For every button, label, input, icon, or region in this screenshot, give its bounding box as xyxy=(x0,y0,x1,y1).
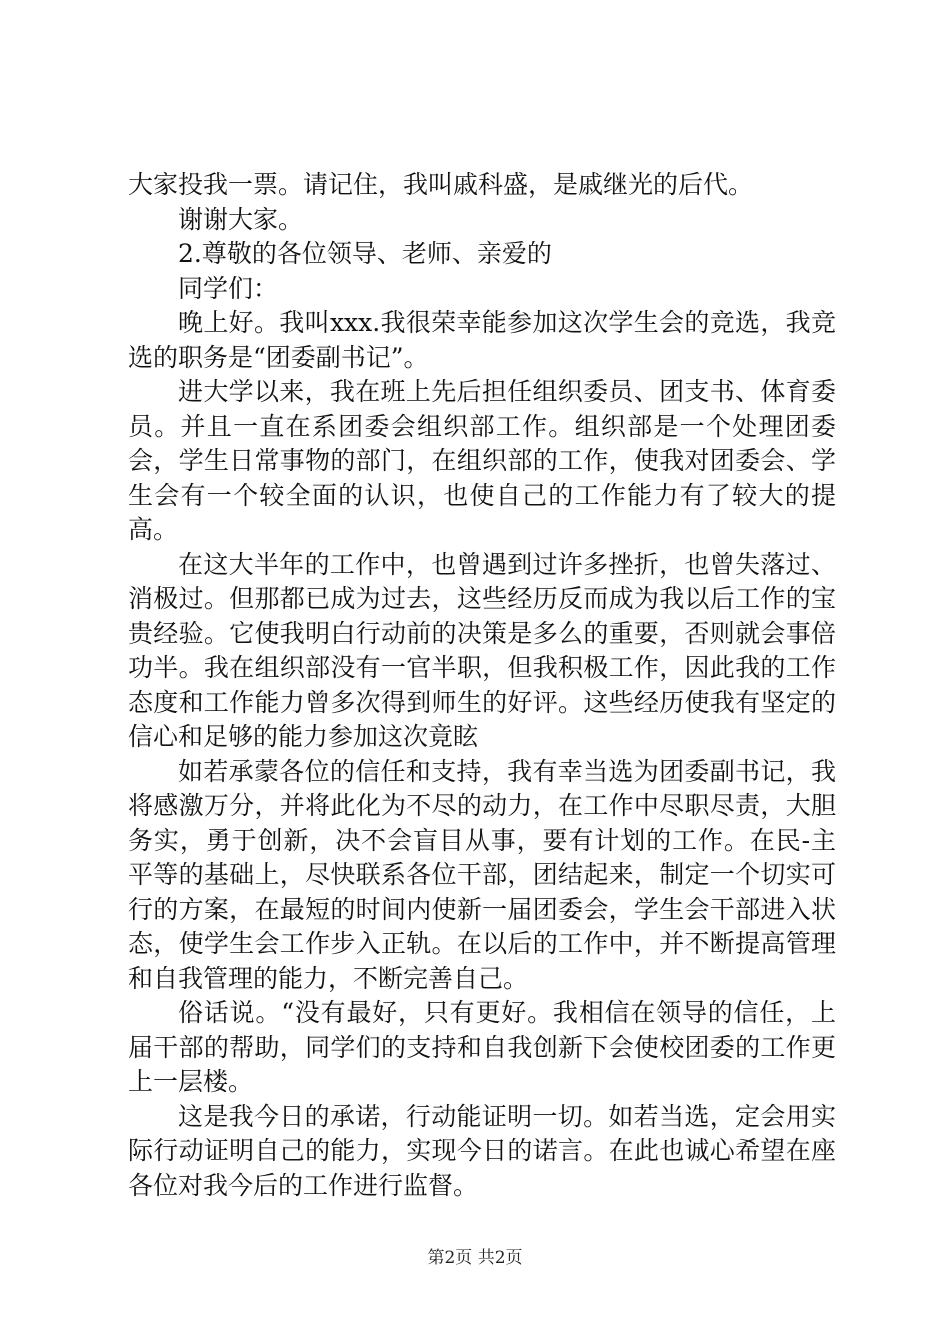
document-body xyxy=(128,168,836,1203)
paragraph-experience: 进大学以来，我在班上先后担任组织委员、团支书、体育委员。并且一直在系团委会组织部工作。组织部是一个处理团委会，学生日常事物的部门，在组织部的工作，使我对团委会、学生会有一个较全面的认识，也使自己的工作能力有了较大的提高。 xyxy=(128,377,836,544)
paragraph-closing: 这是我今日的承诺，行动能证明一切。如若当选，定会用实际行动证明自己的能力，实现今日的诺言。在此也诚心希望在座各位对我今后的工作进行监督。 xyxy=(128,1101,836,1200)
paragraph-greeting: 晚上好。我叫xxx.我很荣幸能参加这次学生会的竞选，我竞选的职务是“团委副书记”。 xyxy=(128,308,836,372)
paragraph-proverb: 俗话说。“没有最好，只有更好。我相信在领导的信任，上届干部的帮助，同学们的支持和自我创新下会使校团委的工作更上一层楼。 xyxy=(128,998,836,1096)
paragraph-salutation-heading: 2.尊敬的各位领导、老师、亲爱的 xyxy=(178,239,552,268)
paragraph-salutation-classmates: 同学们： xyxy=(178,273,279,303)
paragraph-continuation: 大家投我一票。请记住，我叫戚科盛，是戚继光的后代。 xyxy=(128,170,754,199)
paragraph-setbacks: 在这大半年的工作中，也曾遇到过许多挫折，也曾失落过、消极过。但那都已成为过去，这些经历反而成为我以后工作的宝贵经验。它使我明白行动前的决策是多么的重要，否则就会事倍功半。我在组织部没有一官半职，但我积极工作，因此我的工作态度和工作能力曾多次得到师生的好评。这些经历使我有坚定的信心和足够的能力参加这次竟眩 xyxy=(128,549,836,751)
page-number-footer: 第2页 共2页 xyxy=(427,1248,523,1268)
paragraph-pledge: 如若承蒙各位的信任和支持，我有幸当选为团委副书记，我将感激万分，并将此化为不尽的动力，在工作中尽职尽责，大胆务实，勇于创新，决不会盲目从事，要有计划的工作。在民-主平等的基础上，尽快联系各位干部，团结起来，制定一个切实可行的方案，在最短的时间内使新一届团委会，学生会干部进入状态，使学生会工作步入正轨。在以后的工作中，并不断提高管理和自我管理的能力，不断完善自己。 xyxy=(128,756,836,993)
paragraph-thanks: 谢谢大家。 xyxy=(178,204,304,234)
